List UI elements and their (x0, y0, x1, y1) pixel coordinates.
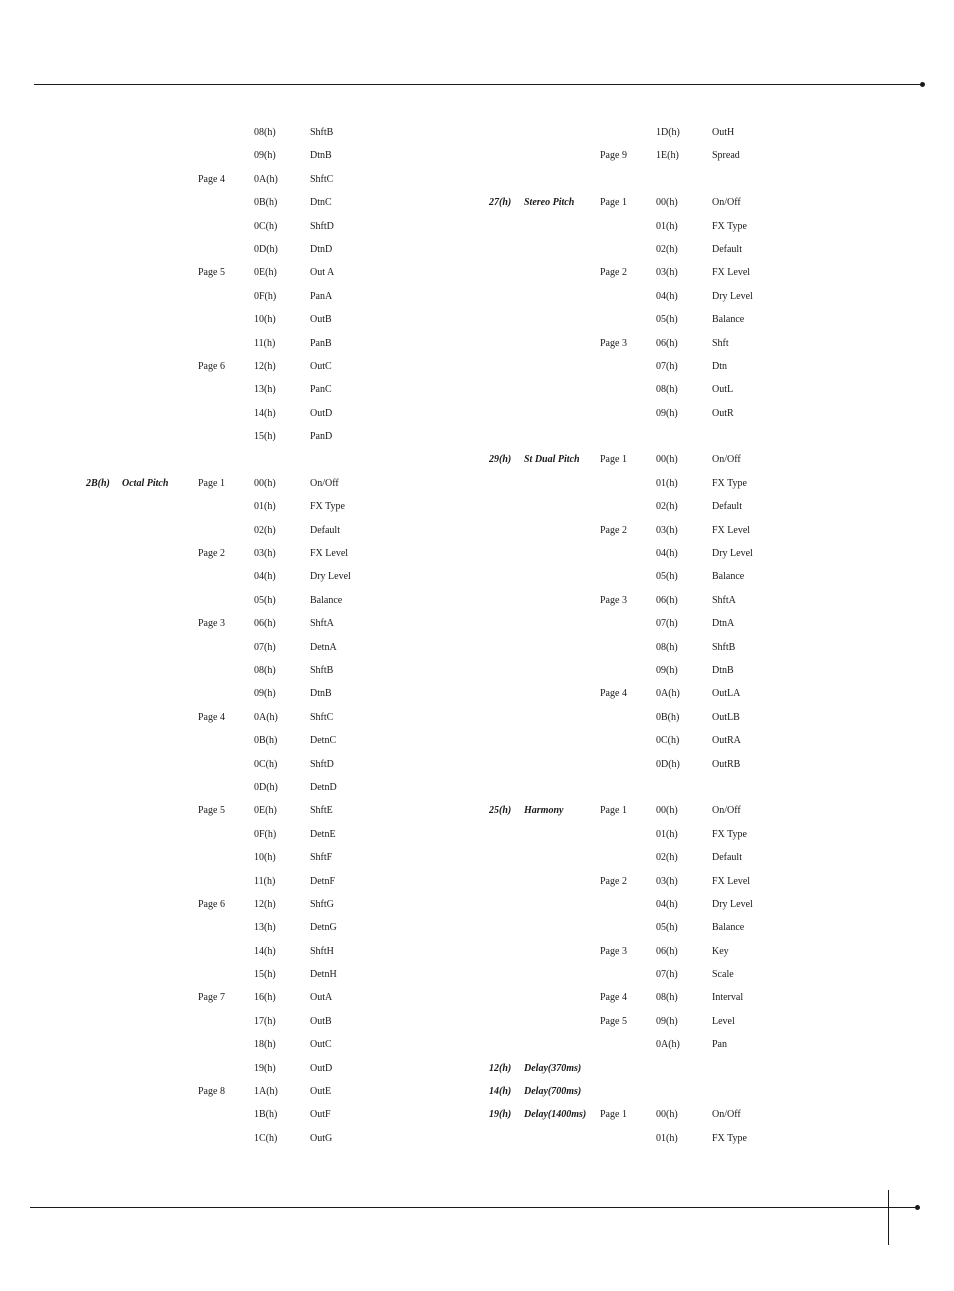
table-row (84, 308, 484, 331)
page-label: Page 3 (198, 618, 225, 630)
table-row (84, 1080, 484, 1103)
parameter-name: FX Type (712, 477, 747, 489)
parameter-address: 04(h) (656, 548, 678, 560)
table-row (487, 261, 887, 284)
table-row (84, 659, 484, 682)
parameter-name: ShftH (310, 945, 334, 957)
table-row (84, 1057, 484, 1080)
parameter-name: Shft (712, 337, 729, 349)
page-label: Page 3 (600, 594, 627, 606)
table-row (487, 402, 887, 425)
parameter-address: 1A(h) (254, 1086, 278, 1098)
table-row (487, 963, 887, 986)
table-row (487, 144, 887, 167)
parameter-name: ShftD (310, 220, 334, 232)
table-row (487, 191, 887, 214)
page-label: Page 4 (600, 688, 627, 700)
table-row (487, 448, 887, 471)
table-row (84, 285, 484, 308)
parameter-name: DetnA (310, 641, 337, 653)
parameter-name: FX Type (712, 1132, 747, 1144)
table-row (84, 799, 484, 822)
table-row (84, 776, 484, 799)
table-row (487, 121, 887, 144)
table-row (487, 332, 887, 355)
parameter-address: 03(h) (656, 524, 678, 536)
parameter-address: 0A(h) (254, 711, 278, 723)
effect-number: 2B(h) (86, 477, 110, 489)
parameter-address: 05(h) (254, 594, 276, 606)
parameter-name: Level (712, 1015, 735, 1027)
table-row (84, 963, 484, 986)
table-row (84, 448, 484, 471)
table-row (487, 1103, 887, 1126)
parameter-address: 09(h) (254, 150, 276, 162)
parameter-address: 12(h) (254, 360, 276, 372)
parameter-name: FX Level (712, 524, 751, 536)
parameter-name: OutR (712, 407, 734, 419)
parameter-address: 1B(h) (254, 1109, 278, 1121)
parameter-address: 1E(h) (656, 150, 679, 162)
table-row (84, 191, 484, 214)
parameter-address: 19(h) (254, 1062, 276, 1074)
table-row (487, 799, 887, 822)
table-row (487, 378, 887, 401)
table-row (487, 1033, 887, 1056)
page-label: Page 9 (600, 150, 627, 162)
parameter-address: 10(h) (254, 852, 276, 864)
parameter-name: DtnB (310, 688, 332, 700)
table-row (84, 519, 484, 542)
table-row (487, 1057, 887, 1080)
table-row (84, 1127, 484, 1150)
effect-number: 25(h) (489, 805, 512, 817)
parameter-name: Default (310, 524, 340, 536)
parameter-address: 06(h) (656, 945, 678, 957)
parameter-name: Dry Level (712, 290, 753, 302)
table-row (487, 519, 887, 542)
parameter-address: 05(h) (656, 314, 678, 326)
parameter-name: On/Off (712, 454, 741, 466)
parameter-name: Dry Level (310, 571, 351, 583)
left-parameter-table (84, 121, 484, 1150)
table-row (487, 215, 887, 238)
page-label: Page 6 (198, 360, 225, 372)
table-row (487, 285, 887, 308)
parameter-name: Pan (712, 1039, 727, 1051)
effect-name: Delay(370ms) (524, 1062, 582, 1074)
page-label: Page 2 (600, 267, 627, 279)
parameter-name: OutC (310, 360, 332, 372)
parameter-name: OutD (310, 407, 333, 419)
parameter-address: 01(h) (656, 477, 678, 489)
page-label: Page 5 (198, 805, 225, 817)
parameter-name: OutRB (712, 758, 741, 770)
parameter-name: OutH (712, 127, 735, 138)
parameter-name: OutE (310, 1086, 332, 1098)
parameter-address: 02(h) (656, 852, 678, 864)
parameter-address: 00(h) (656, 1109, 678, 1121)
page-label: Page 8 (198, 1086, 225, 1098)
parameter-address: 09(h) (656, 1015, 678, 1027)
parameter-name: ShftF (310, 852, 333, 864)
parameter-name: FX Level (310, 548, 349, 560)
page-label: Page 1 (600, 454, 627, 466)
parameter-name: ShftC (310, 711, 334, 723)
parameter-name: ShftE (310, 805, 333, 817)
effect-number: 27(h) (489, 197, 512, 209)
parameter-address: 0E(h) (254, 267, 277, 279)
table-row (487, 1127, 887, 1150)
table-row (487, 495, 887, 518)
header-rule (34, 84, 922, 85)
header-rule-dot (920, 82, 925, 87)
table-row (487, 565, 887, 588)
parameter-name: DtnC (310, 197, 332, 209)
page-label: Page 2 (198, 548, 225, 560)
table-row (84, 893, 484, 916)
table-row (487, 168, 887, 191)
table-row (84, 472, 484, 495)
table-row (487, 659, 887, 682)
page-label: Page 5 (198, 267, 225, 279)
parameter-address: 14(h) (254, 945, 276, 957)
parameter-name: Out A (310, 267, 335, 279)
parameter-address: 17(h) (254, 1015, 276, 1027)
page-label: Page 4 (198, 173, 225, 185)
page-label: Page 7 (198, 992, 225, 1004)
parameter-address: 12(h) (254, 898, 276, 910)
footer-rule (30, 1207, 917, 1208)
table-row (487, 986, 887, 1009)
page-label: Page 3 (600, 945, 627, 957)
parameter-name: On/Off (712, 805, 741, 817)
parameter-name: OutC (310, 1039, 332, 1051)
table-row (487, 238, 887, 261)
parameter-address: 16(h) (254, 992, 276, 1004)
parameter-name: OutF (310, 1109, 331, 1121)
parameter-name: ShftA (712, 594, 736, 606)
parameter-address: 1D(h) (656, 127, 680, 138)
effect-name: St Dual Pitch (524, 454, 580, 466)
parameter-name: DetnF (310, 875, 335, 887)
table-row (487, 308, 887, 331)
table-row (84, 144, 484, 167)
effect-name: Octal Pitch (122, 477, 169, 489)
table-row (84, 823, 484, 846)
parameter-address: 07(h) (656, 969, 678, 981)
parameter-name: DetnC (310, 735, 337, 747)
parameter-address: 0A(h) (656, 1039, 680, 1051)
table-row (84, 238, 484, 261)
table-row (84, 1010, 484, 1033)
parameter-address: 04(h) (656, 290, 678, 302)
parameter-address: 18(h) (254, 1039, 276, 1051)
parameter-address: 0D(h) (656, 758, 680, 770)
parameter-address: 01(h) (254, 501, 276, 513)
table-row (487, 425, 887, 448)
parameter-address: 0A(h) (656, 688, 680, 700)
parameter-address: 0C(h) (254, 220, 278, 232)
parameter-name: OutRA (712, 735, 741, 747)
parameter-name: OutA (310, 992, 333, 1004)
parameter-address: 00(h) (254, 477, 276, 489)
effect-name: Harmony (524, 805, 564, 817)
table-row (84, 168, 484, 191)
effect-number: 19(h) (489, 1109, 512, 1121)
parameter-name: ShftB (310, 664, 334, 676)
table-row (84, 402, 484, 425)
parameter-name: ShftD (310, 758, 334, 770)
parameter-address: 07(h) (656, 618, 678, 630)
parameter-name: FX Type (712, 828, 747, 840)
parameter-name: OutG (310, 1132, 333, 1144)
parameter-name: Dry Level (712, 548, 753, 560)
parameter-address: 09(h) (656, 664, 678, 676)
parameter-name: Scale (712, 969, 734, 981)
parameter-address: 08(h) (656, 384, 678, 396)
parameter-name: DetnE (310, 828, 336, 840)
parameter-address: 05(h) (656, 571, 678, 583)
parameter-name: Balance (712, 922, 745, 934)
table-row (84, 1033, 484, 1056)
parameter-name: Default (712, 852, 742, 864)
parameter-name: Dry Level (712, 898, 753, 910)
parameter-address: 08(h) (656, 641, 678, 653)
page-label: Page 3 (600, 337, 627, 349)
parameter-address: 0D(h) (254, 243, 278, 255)
parameter-address: 04(h) (656, 898, 678, 910)
table-row (487, 706, 887, 729)
table-row (84, 729, 484, 752)
table-row (84, 706, 484, 729)
parameter-address: 02(h) (656, 501, 678, 513)
parameter-name: OutB (310, 1015, 332, 1027)
parameter-address: 0F(h) (254, 290, 277, 302)
parameter-name: Balance (712, 314, 745, 326)
parameter-name: FX Level (712, 875, 751, 887)
parameter-name: FX Type (310, 501, 345, 513)
table-row (487, 542, 887, 565)
parameter-address: 08(h) (254, 664, 276, 676)
table-row (487, 940, 887, 963)
parameter-address: 09(h) (254, 688, 276, 700)
parameter-name: DetnD (310, 781, 337, 793)
parameter-name: PanA (310, 290, 333, 302)
parameter-name: PanC (310, 384, 332, 396)
right-parameter-table (487, 121, 887, 1150)
parameter-name: Default (712, 501, 742, 513)
page-label: Page 1 (198, 477, 225, 489)
parameter-name: OutL (712, 384, 734, 396)
page-label: Page 4 (198, 711, 225, 723)
parameter-address: 06(h) (656, 594, 678, 606)
parameter-name: ShftB (310, 127, 334, 138)
parameter-address: 06(h) (656, 337, 678, 349)
effect-name: Delay(1400ms) (524, 1109, 587, 1121)
effect-number: 14(h) (489, 1086, 512, 1098)
table-row (84, 940, 484, 963)
parameter-address: 07(h) (254, 641, 276, 653)
parameter-name: OutLB (712, 711, 740, 723)
parameter-name: On/Off (712, 197, 741, 209)
parameter-name: DtnA (712, 618, 735, 630)
parameter-name: DetnG (310, 922, 337, 934)
parameter-address: 01(h) (656, 1132, 678, 1144)
parameter-name: ShftC (310, 173, 334, 185)
page-label: Page 1 (600, 1109, 627, 1121)
parameter-address: 14(h) (254, 407, 276, 419)
table-row (84, 986, 484, 1009)
table-row (84, 378, 484, 401)
parameter-address: 11(h) (254, 337, 276, 349)
parameter-address: 0A(h) (254, 173, 278, 185)
page-label: Page 4 (600, 992, 627, 1004)
table-row (84, 565, 484, 588)
parameter-address: 09(h) (656, 407, 678, 419)
parameter-address: 0B(h) (656, 711, 680, 723)
parameter-address: 10(h) (254, 314, 276, 326)
table-row (84, 846, 484, 869)
parameter-address: 0C(h) (656, 735, 680, 747)
parameter-address: 06(h) (254, 618, 276, 630)
table-row (487, 916, 887, 939)
table-row (84, 495, 484, 518)
effect-number: 12(h) (489, 1062, 512, 1074)
parameter-address: 11(h) (254, 875, 276, 887)
parameter-name: OutB (310, 314, 332, 326)
table-row (84, 332, 484, 355)
table-row (487, 893, 887, 916)
parameter-address: 0B(h) (254, 735, 278, 747)
parameter-name: DetnH (310, 969, 337, 981)
table-row (84, 261, 484, 284)
page-label: Page 1 (600, 197, 627, 209)
table-row (487, 870, 887, 893)
effect-name: Stereo Pitch (524, 197, 575, 209)
table-row (487, 589, 887, 612)
parameter-name: On/Off (712, 1109, 741, 1121)
parameter-name: ShftA (310, 618, 334, 630)
table-row (487, 472, 887, 495)
table-row (84, 355, 484, 378)
page-label: Page 2 (600, 524, 627, 536)
table-row (487, 1080, 887, 1103)
parameter-address: 05(h) (656, 922, 678, 934)
table-row (487, 355, 887, 378)
parameter-address: 13(h) (254, 384, 276, 396)
parameter-address: 15(h) (254, 431, 276, 443)
parameter-address: 00(h) (656, 197, 678, 209)
table-row (84, 121, 484, 144)
parameter-name: FX Type (712, 220, 747, 232)
table-row (487, 612, 887, 635)
parameter-name: Balance (310, 594, 343, 606)
table-row (84, 1103, 484, 1126)
parameter-address: 01(h) (656, 828, 678, 840)
parameter-name: Default (712, 243, 742, 255)
parameter-address: 03(h) (656, 875, 678, 887)
page-label: Page 1 (600, 805, 627, 817)
table-row (487, 636, 887, 659)
table-row (487, 729, 887, 752)
parameter-address: 04(h) (254, 571, 276, 583)
parameter-address: 00(h) (656, 454, 678, 466)
parameter-name: DtnD (310, 243, 333, 255)
table-row (487, 823, 887, 846)
parameter-name: OutD (310, 1062, 333, 1074)
table-row (487, 753, 887, 776)
table-row (487, 1010, 887, 1033)
table-row (84, 589, 484, 612)
table-row (84, 753, 484, 776)
table-row (487, 776, 887, 799)
parameter-address: 00(h) (656, 805, 678, 817)
parameter-address: 0F(h) (254, 828, 277, 840)
parameter-address: 02(h) (254, 524, 276, 536)
table-row (84, 636, 484, 659)
table-row (487, 682, 887, 705)
table-row (84, 542, 484, 565)
table-row (84, 870, 484, 893)
parameter-name: ShftG (310, 898, 334, 910)
table-row (487, 846, 887, 869)
page-label: Page 6 (198, 898, 225, 910)
parameter-address: 0E(h) (254, 805, 277, 817)
table-row (84, 916, 484, 939)
parameter-address: 03(h) (254, 548, 276, 560)
parameter-name: Spread (712, 150, 740, 162)
parameter-name: Dtn (712, 360, 727, 372)
parameter-address: 01(h) (656, 220, 678, 232)
parameter-name: PanB (310, 337, 332, 349)
parameter-name: PanD (310, 431, 333, 443)
page-label: Page 2 (600, 875, 627, 887)
parameter-name: DtnB (712, 664, 734, 676)
parameter-address: 08(h) (656, 992, 678, 1004)
footer-crop-mark (888, 1190, 889, 1245)
parameter-address: 15(h) (254, 969, 276, 981)
parameter-name: Balance (712, 571, 745, 583)
effect-number: 29(h) (489, 454, 512, 466)
parameter-name: OutLA (712, 688, 741, 700)
effect-name: Delay(700ms) (524, 1086, 582, 1098)
footer-rule-dot (915, 1205, 920, 1210)
parameter-name: Interval (712, 992, 744, 1004)
parameter-address: 02(h) (656, 243, 678, 255)
parameter-address: 08(h) (254, 127, 276, 138)
parameter-address: 13(h) (254, 922, 276, 934)
parameter-address: 0B(h) (254, 197, 278, 209)
parameter-name: ShftB (712, 641, 736, 653)
table-row (84, 215, 484, 238)
parameter-name: On/Off (310, 477, 339, 489)
parameter-name: Key (712, 945, 729, 957)
parameter-name: FX Level (712, 267, 751, 279)
parameter-address: 1C(h) (254, 1132, 278, 1144)
parameter-address: 03(h) (656, 267, 678, 279)
table-row (84, 425, 484, 448)
parameter-address: 0C(h) (254, 758, 278, 770)
page-label: Page 5 (600, 1015, 627, 1027)
parameter-address: 0D(h) (254, 781, 278, 793)
parameter-name: DtnB (310, 150, 332, 162)
table-row (84, 682, 484, 705)
parameter-address: 07(h) (656, 360, 678, 372)
table-row (84, 612, 484, 635)
